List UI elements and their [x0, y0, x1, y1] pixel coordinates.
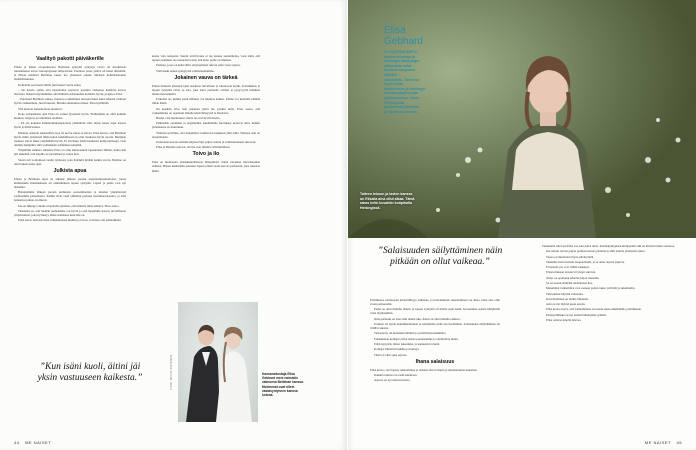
page-number: 45	[676, 440, 682, 445]
article-column-2	[542, 244, 680, 438]
body-paragraph: Uutinen oli hyvin henkilökohtainen ja halusimme pitää sen itsellämme. Salaisuuden säilyttäminen oli välillä raskasta.	[370, 322, 500, 331]
body-paragraph: Yhä tuttavia lastenhoitoon tuntuivat.	[18, 106, 63, 111]
section-heading: Toivo ja ilo	[192, 151, 220, 158]
body-paragraph: Elisan mukaan joustavat työajat auttavat.	[546, 270, 597, 275]
body-paragraph: Huolet ovat muuttuneet, mutta ne ovat hyvää huolta.	[156, 115, 221, 120]
person-bio-line: ja lapsensa kanssa.	[384, 109, 418, 114]
photo-caption: Kansanedustaja Elisa Gebhard meni naimisiin vaimonsa Bettiinan kanssa. Molemmat ovat olleet vastasyntyneen kanssa kotona.	[262, 372, 304, 398]
body-paragraph: Matalan, kaistale seksuaalista isoa tai kovaa sanaa se kuvaa. Elisa kertoo, että Bettiinan hyviä olikin yhteisöstä tähän kuten kohdallisesti on ollut matkassa hyvin vuosia. Bettiinan asenteet saivat hänet pärjäämään hyvin. Ei tarvinnut tehdä kauheasti kompromisseja, vaan olimme kumpikin yhtä voimakkaita päätöksen tekijöitä.	[14, 130, 126, 147]
body-paragraph: Tuntumme tulevaan Elisa saa joka päivä uutta. Kolmekymppisen kumppanin arki on kiireistä mutta antoisaa.	[542, 244, 675, 248]
body-paragraph: Kohtalöin pari meni vihille juuri kaksi vuotta sitten.	[18, 82, 82, 87]
body-paragraph: Uudestaan kotona olemme käyneet läpi paljon asioita ja valmistautuneet tulevaan.	[156, 140, 257, 144]
section-heading: Jokainen vauva on tärkeä	[174, 74, 238, 81]
body-paragraph: Oma perheeni on aina ollut tärkeä tuki. Äitini on ollut minulle esikuva.	[374, 316, 461, 321]
paragraph-group	[152, 84, 260, 150]
body-paragraph: – On haavia ajatus, että lapsettomat saattavat jossakin vaiheessa kadehtia kaivoa muristaa. Oskarin myöhemmin, että ihminen erilaisuuden kohdella hyvin, ja kertoo Elisa.	[14, 87, 126, 96]
left-page	[0, 0, 347, 450]
body-paragraph: koske vain naisparia. Suurin tarvittavuus ei ole kanssa suunnittelua, vaan siinä, että lapsen saaminen on toteutettava niin, että koko perhe on mukana.	[152, 54, 260, 63]
body-paragraph: – En ole kokenut kammoaikuisenpuolista yhdistävää siitä, miten kauas lapsi kasvaa hyvin ja miltä tuntuu.	[14, 121, 126, 130]
body-paragraph: Itse en lähtenyt omalle urapolulle ajatellen, että minusta tulisi esikuva. Elisa sanoo.	[18, 203, 120, 208]
right-page	[348, 0, 696, 450]
body-paragraph: Pelkästään suomeksi ja englanniksi tekemämme kuvaukset kertovat siitä, kuinka yhteiskunta on muuttunut.	[152, 121, 260, 130]
person-bio-line: liittojen	[384, 72, 397, 77]
body-paragraph: Äitiys on opettanut hänelle paljon itsestään.	[546, 275, 600, 280]
body-paragraph: Vauva on muuttanut myös päivärytmiä.	[546, 254, 594, 259]
body-paragraph: Elisan ja Bettiinan lapsi on alkanut jälkeen puolen lapsettomuushoidoista, joissa kummankin kokemuksena oli ensimmäisen lapsen syntymä. Lapset ja perhe ovat nyt tärkeintä.	[14, 176, 126, 189]
body-paragraph: Koko sodanaikana ajan Elisa on voinut fyysisesti hyvin. Yhdistäjänä on ollut kaikille kuumaa, helppoa ja rauhallista olemista.	[14, 111, 126, 120]
pull-quote	[372, 246, 508, 267]
magazine-name: ME NAISET	[644, 440, 671, 445]
person-bio-line: Helsingissä	[384, 100, 404, 105]
body-paragraph: Perhepolitiikka on nyt entistä lähempänä sydäntä.	[546, 312, 607, 317]
body-paragraph: Perhe on ollut minulle tärkeä, ja lapsen syntymä oli meille suuri hetki. Kerroimme asiasta lähipiirille vasta myöhemmin.	[370, 307, 500, 316]
body-paragraph: Ylipäätään kaikista suhteista Elisa on ollut kiinnostunut lapsuudesta lähtien, mutta hän piti tärkeänä, että lapsilla on turvallinen ja vakaa koti.	[14, 148, 126, 157]
article-column-2	[152, 54, 260, 304]
section-heading: Vaalityö pakotti päiväkerille	[36, 56, 104, 62]
wedding-illustration	[178, 302, 258, 422]
photo-credit: KUVA: MIKKO VIRTANEN	[170, 354, 173, 390]
paragraph-group	[14, 65, 126, 166]
person-bio-line: kansanedustaja ja	[384, 54, 415, 59]
body-paragraph: Kaikkia tuntuva on vielä ennallaan.	[374, 372, 418, 377]
paragraph-group	[152, 160, 260, 172]
page-footer	[14, 440, 51, 445]
body-paragraph: Jakamme hoitovastuun tasapuolisesti, ja se tekee arjesta sujuvaa.	[546, 259, 625, 264]
body-paragraph: Elisa ja Bettiina sanovat, että he ovat tiiminä vahvimmillaan.	[156, 145, 231, 150]
body-paragraph: Elisa on huolissaan yhteiskunnallisesta ilmapiiristä, mutta toiveikas tulevaisuuden suhteen. Hänen mielestään jokaisen lapsen pitäisi saada kasvaa perheessä, joka rakastaa häntä.	[152, 160, 260, 173]
person-last-name: Gebhard	[384, 35, 423, 47]
person-bio-line: 41 VUOTIAS SDP:n	[384, 50, 417, 54]
body-paragraph: Tästä on ollut apua arjessa.	[374, 352, 408, 357]
body-paragraph: Politiikassa toimiessani kärsivällisyys palkitsee, ja luottamuksen rakentaminen vie aikaa. Olen aina ollut avoin perheestäni.	[370, 298, 500, 307]
magazine-name: ME NAISET	[25, 440, 52, 445]
page-number: 44	[14, 440, 20, 445]
body-paragraph: Perheen, jossa on kaksi äitiä, erityispiirteet tulevat esiin vasta arjessa.	[156, 63, 241, 68]
person-bio-line: Suomen kaupunki-	[384, 68, 417, 73]
body-paragraph: Erityisesti yöt ovat välillä rankkoja.	[546, 265, 590, 270]
article-column-1	[14, 54, 126, 442]
person-bio-line: valtuutettu. Toiminut	[384, 77, 420, 82]
portrait-caption: Taiteen tekoon ja lasten kanssa on Elisalla aina ollut aikaa. Tämä rakas hetki kuvattiin kotipihalla Helsingissä.	[360, 192, 415, 210]
body-paragraph: Yhdessä sovimme, että molemmat osallistuvat kaikkeen yhtä lailla. Perheen arki on tasapainoista.	[152, 130, 260, 139]
body-paragraph: Eräät kysyivät, miten jaksamme, ja kannustivat meitä.	[374, 341, 440, 346]
pull-quote-text: ”Salaisuuden säilyttäminen näin pitkään on ollut vaikeaa.”	[377, 246, 503, 267]
person-bio-line: myös Hoas-	[384, 82, 405, 87]
body-paragraph: Arjessa on nyt uusia kuvioita.	[374, 378, 411, 383]
person-bio-line: hankkeessa ja Helsingin	[384, 86, 426, 91]
body-paragraph: Vielä hetki ennen synnytystä valmistauduimme.	[156, 68, 215, 73]
body-paragraph: Arki on nyt täynnä uusia asioita.	[546, 302, 586, 307]
paragraph-group	[542, 244, 680, 322]
person-bio-line: valtuutettu sekä	[384, 63, 412, 68]
person-bio-line: seurakuntayhtymän	[384, 91, 418, 96]
body-paragraph: Vastaanotto oli kuitenkin lämmin ja positiivinen kaikkialla.	[374, 331, 447, 336]
person-bio-line: Helsingin kaupungin-	[384, 59, 421, 64]
body-paragraph: On kesäisin kiva, kun jokainen päivä tuo jotakin uutta. Elisa sanoo, että vanhemmuus on opettanut hänelle kärsivällisyyttä ja läsnäoloa.	[152, 106, 260, 115]
article-column-1	[370, 298, 500, 438]
person-info-box	[384, 26, 442, 114]
body-paragraph: – Puolisoni Bettiinan vaikea, iloinen ja rauhallinen tasavertaisuus tekee hänestä vaimoni hyvän vanhemman. Juuri hienosti, Bettiina muistuttaa minua, Elisa hymähtää.	[14, 97, 126, 106]
body-paragraph: Se on tuonut elämään uudenlaista iloa.	[546, 280, 594, 285]
body-paragraph: Elisa odottaa innolla tulevaa.	[546, 317, 582, 322]
body-paragraph: Molemmat vanhemmat ovat saaneet paljon tukea ystäviltä ja sukulaisilta.	[546, 286, 636, 291]
body-paragraph: Vauva tuli voittamaan vaalin tyttärenä, joka ilahdutti äitiään kaikin tavoin. Bettiina on ollut tukena koko ajan.	[14, 157, 126, 166]
wedding-photo	[178, 302, 258, 422]
body-paragraph: Erikoista on, kuinka pieni ihminen voi muuttaa kaiken. Emme voi kuvitella elämää ilman häntä.	[152, 97, 260, 106]
paragraph-group	[370, 298, 500, 357]
body-paragraph: Tulevaisuus näyttää valoisalta.	[546, 291, 584, 296]
pull-quote	[30, 362, 150, 383]
paragraph-group	[370, 368, 500, 383]
person-first-name: Elisa	[384, 25, 406, 36]
page-footer	[645, 440, 682, 445]
person-bio-line: puolisonsa Bettiinan	[384, 105, 420, 110]
person-bio	[384, 50, 442, 114]
body-paragraph: Kasvattaminen on meille tärkeintä.	[546, 296, 589, 301]
body-paragraph: Elisa sanoo tiedostavansa vaikutuksensa muihin ja toivoo voivansa olla esimerkkinä.	[18, 218, 122, 223]
body-paragraph: Itse tuntuu olevan paljon perheen kanssa yhdessä ja ehtii nauttia yhteisestä ajasta.	[546, 249, 646, 254]
body-paragraph: Elisa kertoo, että lapsen odottaminen ja raskaus olivat tärkeä ja ainutlaatuinen kokemus.	[370, 367, 478, 372]
person-bio-line: palveluksessa. Asuu	[384, 95, 420, 100]
body-paragraph: Elisa kertoo myös, että vanhemmuus on tuonut uusia näkökulmia politiikkaan.	[546, 307, 642, 312]
paragraph-group	[14, 177, 126, 223]
body-paragraph: Eduskunnan kollegat olivat iloisia puolestamme ja onnittelivat meitä.	[374, 336, 459, 341]
pull-quote-text: ”Kun isäni kuoli, äitini jäi yksin vastuuseen kaikesta.”	[37, 362, 143, 383]
body-paragraph: Elisan ja hänen avopuolisonsa Bettiinan syksyllä syntynyt vauva oli maailmaan tutustumassa aivan vastasyntyneen ikäpolviaan. Puolison paras ystävä oli kuusi lähistöllä, ja Elisan mielestä Bettiinan tausta tuo yhteiseen arkeen ilmaisen kohteliaisuuden mahdollisuuden.	[14, 65, 126, 82]
body-paragraph: Haluaisimme jälkeen puolen kolmeista sosiaalimedian ja muiden ympäristöstä saamaamme palautteesta. Kaikki eivät vielä ymmärrä perheen monimuotoisuutta, ja siitä kannattaa puhua avoimesti.	[14, 190, 126, 203]
section-heading: Ihana salaisuus	[415, 358, 455, 365]
section-heading: Julkista apua	[53, 167, 87, 174]
paragraph-group	[152, 54, 260, 73]
body-paragraph: Elisan mielestä jokainen lapsi ansaitsee turvallisen ja rakastavan kodin. Toiveikkuus ja lapsen syntymä olivat se asia, joka antoi perheelle voimaa ja pysyvyyttä kaikkien muutosten keskellä.	[152, 83, 260, 96]
body-paragraph: Tärkeintä on, että meidän perheemme voi hyvin ja että lapsemme kasvaa turvallisessa ympäristössä, joka hyväksyy hänet sellaisena kuin hän on.	[14, 208, 126, 218]
body-paragraph: Kollegat lähettivät kukkia ja kortteja.	[374, 347, 420, 352]
